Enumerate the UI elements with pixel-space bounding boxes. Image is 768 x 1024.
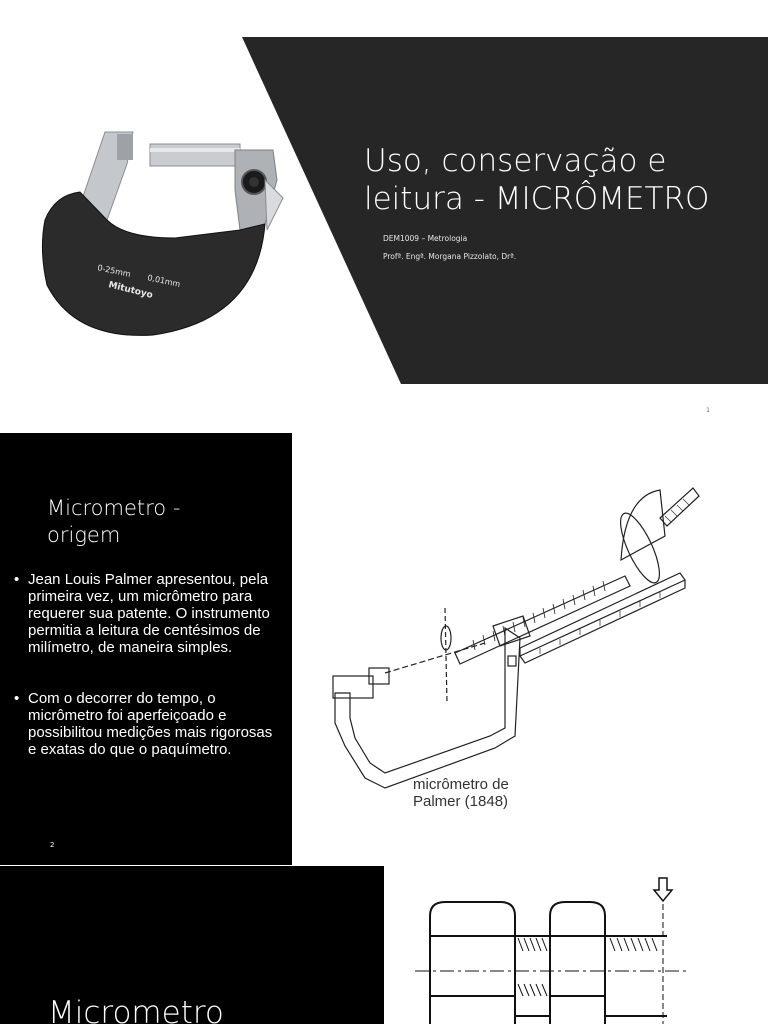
title-line-2: origem [47, 523, 121, 547]
bullet-list [10, 571, 282, 758]
title-line-1: Micrometro - [47, 496, 181, 520]
slide-2 [0, 433, 768, 865]
bullet-item: • Jean Louis Palmer apresentou, pela primeira vez, um micrômetro para requerer sua patente. O instrumento permitia a leitura de centésimos de milímetro, de maneira simples. [10, 571, 282, 656]
resolution-label: 0,01mm [146, 273, 182, 289]
brand-label: Mitutoyo [107, 280, 154, 301]
page-number: 1 [706, 407, 710, 414]
range-label: 0-25mm [96, 263, 132, 279]
title-line-1: Uso, conservação e [364, 143, 667, 179]
page-number: 2 [50, 841, 55, 849]
bullet-item: • Com o decorrer do tempo, o micrômetro foi aperfeiçoado e possibilitou medições mais rigorosas e exatas do que o paquímetro. [10, 690, 282, 758]
caption-line-1: micrômetro de [413, 776, 509, 793]
title-line-2: leitura - MICRÔMETRO [364, 181, 710, 217]
palmer-micrometer-drawing [325, 478, 705, 828]
caption-line-2: Palmer (1848) [413, 793, 509, 810]
slide-3 [0, 866, 768, 1024]
slide-1 [0, 0, 768, 430]
drawing-caption [413, 776, 509, 810]
micrometer-photo [35, 120, 285, 350]
course-subtitle: DEM1009 – Metrologia [383, 234, 468, 243]
slide1-title [364, 142, 754, 218]
slide3-title: Micrometro [48, 995, 224, 1024]
author-subtitle: Profª. Engª. Morgana Pizzolato, Drª. [383, 252, 517, 261]
bolt-nut-drawing [405, 866, 705, 1024]
slide2-title [47, 495, 277, 549]
